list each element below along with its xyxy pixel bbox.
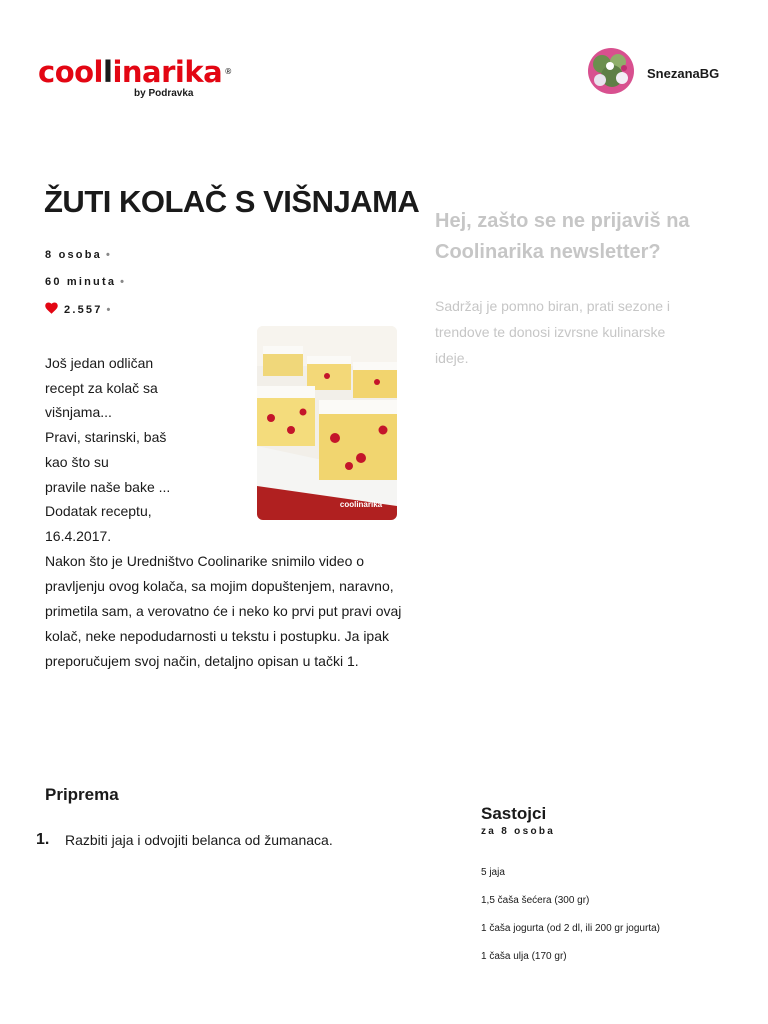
cake-image	[257, 326, 397, 520]
time-meta	[45, 276, 124, 288]
username-link[interactable]: SnezanaBG	[647, 66, 720, 81]
logo-byline: by Podravka	[134, 88, 194, 99]
step-number: 1.	[36, 831, 50, 848]
time-value: 60 minuta	[45, 276, 117, 288]
recipe-photo[interactable]	[257, 326, 397, 520]
step-text: Razbiti jaja i odvojiti belanca od žumanaca.	[65, 832, 333, 848]
heart-icon[interactable]	[45, 302, 58, 314]
recipe-title: ŽUTI KOLAČ S VIŠNJAMA	[44, 184, 420, 219]
servings-meta	[45, 249, 110, 261]
photo-watermark: coolinarika	[339, 500, 383, 509]
avatar-image	[588, 48, 634, 94]
separator-dot: •	[105, 249, 110, 261]
recipe-description-note: Nakon što je Uredništvo Coolinarike snimilo video o pravljenju ovog kolača, sa mojim dopuštenjem, naravno, primetila sam, a verovatno će i neko ko prvi put pravi ovaj kolač, neke nepodudarnosti u tekstu i postupku. Ja ipak preporučujem svoj način, detaljno opisan u tački 1.	[45, 553, 402, 669]
likes-meta[interactable]	[45, 302, 110, 316]
ingredients-servings: za 8 osoba	[481, 826, 556, 837]
newsletter-heading[interactable]: Hej, zašto se ne prijaviš na Coolinarika newsletter?	[435, 210, 690, 263]
likes-value: 2.557	[64, 304, 103, 316]
servings-value: 8 osoba	[45, 249, 102, 261]
logo-wordmark: coollinarika ®	[38, 55, 232, 89]
recipe-description-intro: Još jedan odličan recept za kolač sa višnjama... Pravi, starinski, baš kao što su pravile naše bake ... Dodatak receptu, 16.4.2017.	[45, 355, 171, 544]
avatar[interactable]	[588, 48, 634, 94]
ingredients-heading: Sastojci	[481, 804, 547, 823]
coolinarika-logo[interactable]	[38, 55, 232, 99]
ingredient-item: 1,5 čaša šećera (300 gr)	[481, 895, 590, 906]
ingredient-item: 1 čaša ulja (170 gr)	[481, 951, 567, 962]
separator-dot: •	[106, 304, 111, 316]
separator-dot: •	[120, 276, 125, 288]
newsletter-body: Sadržaj je pomno biran, prati sezone i trendove te donosi izvrsne kulinarske ideje.	[435, 298, 671, 366]
preparation-heading: Priprema	[45, 785, 119, 804]
ingredient-item: 1 čaša jogurta (od 2 dl, ili 200 gr jogurta)	[481, 923, 660, 934]
ingredient-item: 5 jaja	[481, 867, 505, 878]
logo-l: l	[102, 55, 113, 89]
